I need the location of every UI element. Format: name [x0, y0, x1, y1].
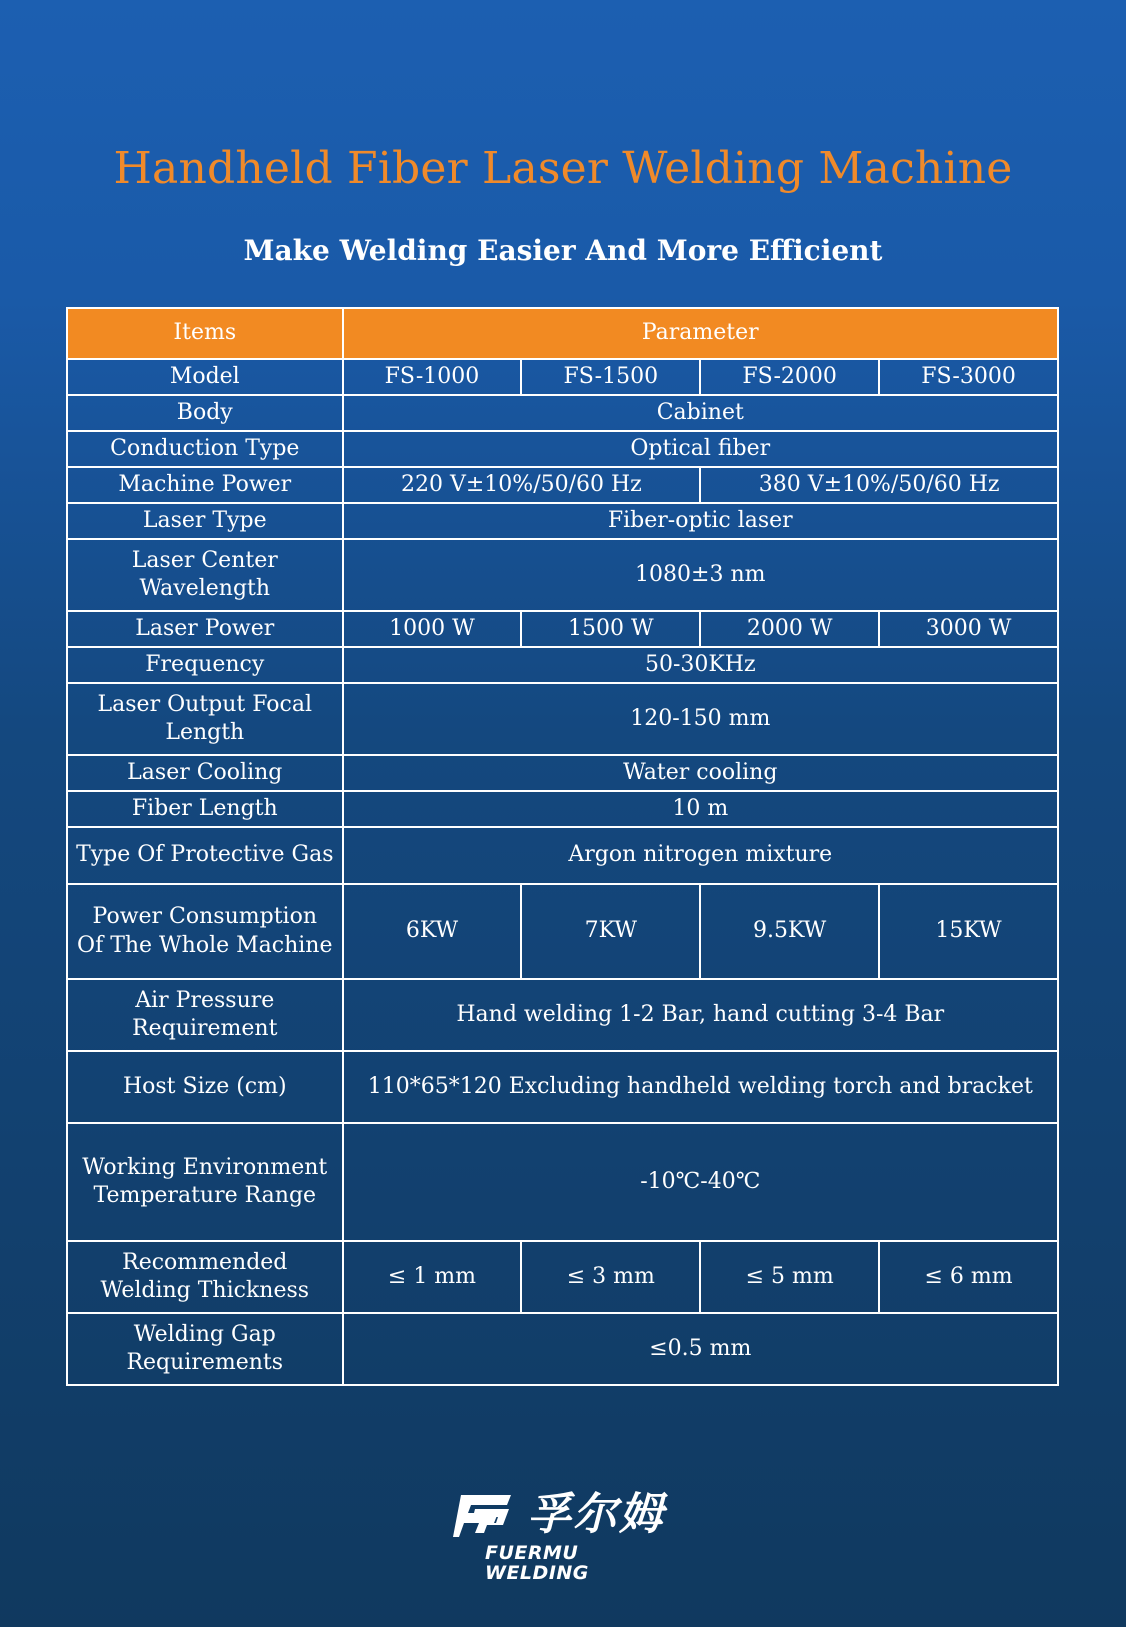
table-row	[67, 611, 1058, 647]
row-label: Conduction Type	[67, 431, 343, 467]
row-label: Welding Gap Requirements	[67, 1313, 343, 1385]
cell-value: 2000 W	[700, 611, 879, 647]
spec-table-wrapper	[66, 307, 1059, 1386]
table-row	[67, 467, 1058, 503]
cell-value: ≤ 1 mm	[343, 1241, 522, 1313]
row-label: Model	[67, 359, 343, 395]
table-row	[67, 1313, 1058, 1385]
row-label: Body	[67, 395, 343, 431]
page-title: Handheld Fiber Laser Welding Machine	[113, 143, 1013, 194]
cell-value: ≤ 5 mm	[700, 1241, 879, 1313]
cell-value: Argon nitrogen mixture	[343, 827, 1058, 884]
row-label: Power Consumption Of The Whole Machine	[67, 884, 343, 979]
table-row	[67, 431, 1058, 467]
row-label: Host Size (cm)	[67, 1051, 343, 1123]
table-row	[67, 827, 1058, 884]
table-row	[67, 647, 1058, 683]
cell-value: 9.5KW	[700, 884, 879, 979]
page-subtitle: Make Welding Easier And More Efficient	[243, 234, 883, 267]
table-row	[67, 979, 1058, 1051]
cell-value: 120-150 mm	[343, 683, 1058, 755]
cell-value: Cabinet	[343, 395, 1058, 431]
brand-chinese-name: 孚尔姆	[527, 1489, 665, 1540]
cell-value: Optical fiber	[343, 431, 1058, 467]
row-label: Laser Center Wavelength	[67, 539, 343, 611]
cell-value: FS-3000	[879, 359, 1058, 395]
header-items: Items	[67, 308, 343, 359]
cell-value: 380 V±10%/50/60 Hz	[700, 467, 1058, 503]
row-label: Frequency	[67, 647, 343, 683]
table-row	[67, 359, 1058, 395]
table-row	[67, 683, 1058, 755]
row-label: Air Pressure Requirement	[67, 979, 343, 1051]
table-row	[67, 539, 1058, 611]
table-row	[67, 395, 1058, 431]
cell-value: 1500 W	[521, 611, 700, 647]
cell-value: 10 m	[343, 791, 1058, 827]
table-row	[67, 884, 1058, 979]
brand-english-name: FUERMU WELDING	[485, 1542, 589, 1584]
cell-value: ≤ 6 mm	[879, 1241, 1058, 1313]
table-row	[67, 1051, 1058, 1123]
row-label: Laser Output Focal Length	[67, 683, 343, 755]
row-label: Laser Power	[67, 611, 343, 647]
row-label: Laser Cooling	[67, 755, 343, 791]
cell-value: -10℃-40℃	[343, 1123, 1058, 1241]
cell-value: 220 V±10%/50/60 Hz	[343, 467, 701, 503]
cell-value: FS-2000	[700, 359, 879, 395]
cell-value: ≤0.5 mm	[343, 1313, 1058, 1385]
brand-logo-icon	[453, 1493, 513, 1539]
cell-value: FS-1000	[343, 359, 522, 395]
cell-value: 7KW	[521, 884, 700, 979]
cell-value: Hand welding 1-2 Bar, hand cutting 3-4 Bar	[343, 979, 1058, 1051]
row-label: Laser Type	[67, 503, 343, 539]
header-parameter: Parameter	[343, 308, 1058, 359]
spec-table	[66, 307, 1059, 1386]
row-label: Recommended Welding Thickness	[67, 1241, 343, 1313]
table-row	[67, 755, 1058, 791]
cell-value: Fiber-optic laser	[343, 503, 1058, 539]
cell-value: 1000 W	[343, 611, 522, 647]
cell-value: FS-1500	[521, 359, 700, 395]
brand-logo	[453, 1489, 683, 1584]
row-label: Working Environment Temperature Range	[67, 1123, 343, 1241]
table-header-row	[67, 308, 1058, 359]
cell-value: 6KW	[343, 884, 522, 979]
table-row	[67, 791, 1058, 827]
row-label: Machine Power	[67, 467, 343, 503]
row-label: Fiber Length	[67, 791, 343, 827]
row-label: Type Of Protective Gas	[67, 827, 343, 884]
cell-value: 15KW	[879, 884, 1058, 979]
cell-value: 3000 W	[879, 611, 1058, 647]
cell-value: ≤ 3 mm	[521, 1241, 700, 1313]
table-row	[67, 1241, 1058, 1313]
table-row	[67, 503, 1058, 539]
cell-value: Water cooling	[343, 755, 1058, 791]
cell-value: 50-30KHz	[343, 647, 1058, 683]
cell-value: 1080±3 nm	[343, 539, 1058, 611]
cell-value: 110*65*120 Excluding handheld welding torch and bracket	[343, 1051, 1058, 1123]
table-row	[67, 1123, 1058, 1241]
